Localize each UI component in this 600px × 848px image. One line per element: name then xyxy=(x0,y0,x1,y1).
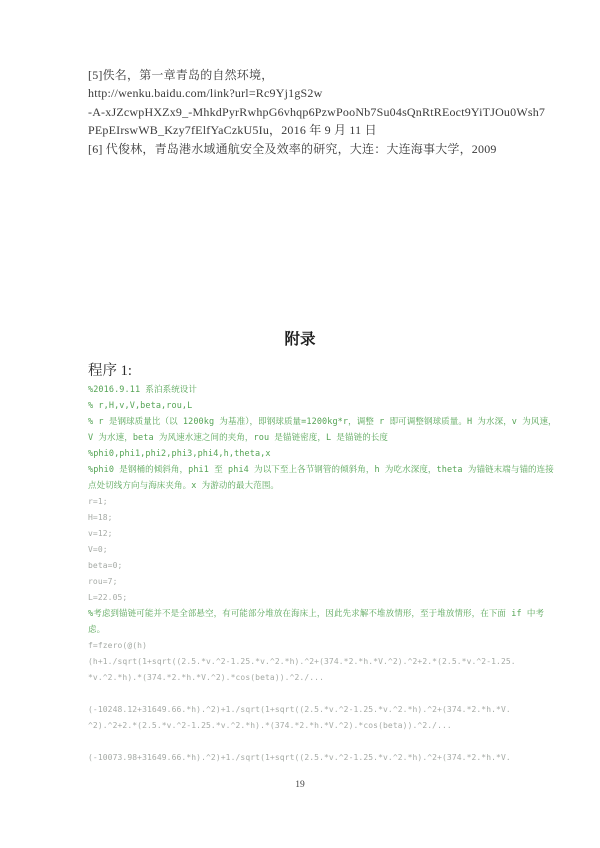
code-comment-line: %考虑到锚链可能并不是全部悬空，有可能部分堆放在海床上，因此先求解不堆放情形，至于堆放情形，在下面 if 中考 xyxy=(88,609,545,619)
code-comment-line: V 为水速，beta 为风速水速之间的夹角，rou 是锚链密度，L 是锚链的长度 xyxy=(88,433,389,443)
reference-line: -A-xJZcwpHXZx9_-MhkdPyrRwhpG6vhqp6PzwPooNb7Su04sQnRtREoct9YiTJOu0Wsh7 xyxy=(88,104,546,119)
code-line: (-10248.12+31649.66.*h).^2)+1./sqrt(1+sqrt((2.5.*v.^2-1.25.*v.^2.*h).^2+(374.*2.*h.*V. xyxy=(88,705,511,714)
code-blank-line xyxy=(88,734,524,750)
code-line: beta=0; xyxy=(88,561,123,570)
code-comment-line: % r,H,v,V,beta,rou,L xyxy=(88,401,193,411)
code-block xyxy=(88,382,557,766)
code-comment-line: %2016.9.11 系泊系统设计 xyxy=(88,385,197,395)
code-line: rou=7; xyxy=(88,577,118,586)
code-line: (h+1./sqrt(1+sqrt((2.5.*v.^2-1.25.*v.^2.*h).^2+(374.*2.*h.*V.^2).^2+2.*(2.5.*v.^2-1.25. xyxy=(88,657,516,666)
code-line: *v.^2.*h).*(374.*2.*h.*V.^2).*cos(beta)).^2./... xyxy=(88,673,324,682)
code-line: v=12; xyxy=(88,529,113,538)
references xyxy=(88,66,546,158)
code-line: H=18; xyxy=(88,513,113,522)
code-comment-line: 点处切线方向与海床夹角。x 为游动的最大范围。 xyxy=(88,481,280,491)
reference-line: [5]佚名，第一章青岛的自然环境， xyxy=(88,68,274,82)
code-comment-line: % r 是钢球质量比（以 1200kg 为基准），即钢球质量=1200kg*r，调整 r 即可调整钢球质量。H 为水深，v 为风速， xyxy=(88,417,557,427)
code-line: r=1; xyxy=(88,497,108,506)
code-line: L=22.05; xyxy=(88,593,128,602)
code-line: ^2).^2+2.*(2.5.*v.^2-1.25.*v.^2.*h).*(374.*2.*h.*V.^2).*cos(beta)).^2./... xyxy=(88,721,452,730)
code-line: (-10073.98+31649.66.*h).^2)+1./sqrt(1+sqrt((2.5.*v.^2-1.25.*v.^2.*h).^2+(374.*2.*h.*V. xyxy=(88,753,511,762)
code-comment-line: 虑。 xyxy=(88,625,106,635)
code-comment-line: %phi0 是钢桶的倾斜角，phi1 至 phi4 为以下至上各节钢管的倾斜角，h 为吃水深度，theta 为锚链末端与锚的连接 xyxy=(88,465,554,475)
code-comment-line: %phi0,phi1,phi2,phi3,phi4,h,theta,x xyxy=(88,449,271,459)
reference-line: [6] 代俊林，青岛港水域通航安全及效率的研究，大连：大连海事大学，2009 xyxy=(88,141,497,156)
reference-line: http://wenku.baidu.com/link?url=Rc9Yj1gS2w xyxy=(88,86,323,101)
code-blank-line xyxy=(88,686,524,702)
code-line: V=0; xyxy=(88,545,108,554)
reference-line: PEpEIrswWB_Kzy7fElfYaCzkU5Iu，2016 年 9 月 11 日 xyxy=(88,123,377,138)
page-number: 19 xyxy=(295,780,305,790)
appendix-title: 附录 xyxy=(284,331,316,348)
program-label: 程序 1: xyxy=(88,363,132,379)
code-line: f=fzero(@(h) xyxy=(88,641,147,650)
